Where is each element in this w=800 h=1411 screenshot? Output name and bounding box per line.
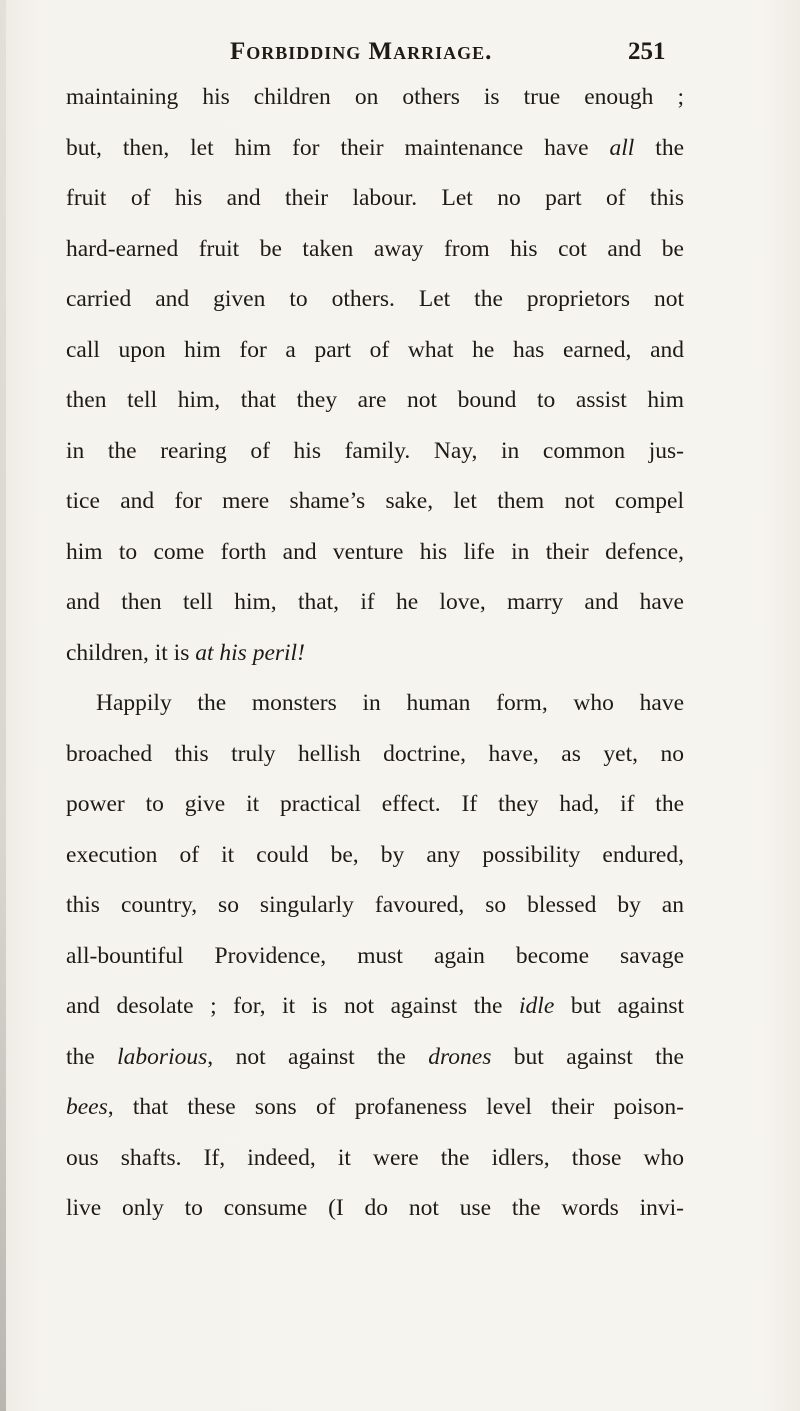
text-line <box>66 335 684 365</box>
text-segment: power to give it practical effect. If they had, if the <box>66 791 684 817</box>
text-line <box>66 133 684 163</box>
page-header <box>0 38 800 78</box>
text-segment: children, it is <box>66 639 196 666</box>
text-segment: in the rearing of his family. Nay, in common jus- <box>66 437 684 464</box>
text-segment: the <box>634 134 684 161</box>
text-segment: ous shafts. If, indeed, it were the idlers, those who <box>66 1144 684 1171</box>
page-edge-shadow <box>0 0 6 1411</box>
text-segment: broached this truly hellish doctrine, have, as yet, no <box>66 740 684 767</box>
text-line <box>66 890 684 920</box>
text-line <box>66 840 684 870</box>
text-line <box>66 436 684 466</box>
italic-text: drones <box>428 1043 492 1070</box>
text-segment: all-bountiful Providence, must again become savage <box>66 942 684 969</box>
italic-text: laborious <box>117 1043 208 1070</box>
text-segment: hard-earned fruit be taken away from his cot and be <box>66 235 684 262</box>
text-line <box>66 991 684 1021</box>
text-segment: and then tell him, that, if he love, marry and have <box>66 589 684 615</box>
italic-text: at his peril! <box>195 639 305 666</box>
text-line <box>96 688 684 718</box>
text-line <box>66 739 684 769</box>
text-segment: and desolate ; for, it is not against the <box>66 993 520 1019</box>
text-segment: him to come forth and venture his life in their defence, <box>66 538 684 565</box>
text-line <box>66 1193 684 1223</box>
italic-text: bees <box>66 1094 108 1120</box>
text-line <box>66 638 684 668</box>
text-line <box>66 234 684 264</box>
text-line <box>66 1143 684 1173</box>
text-segment: but against <box>554 993 685 1019</box>
text-line <box>66 587 684 617</box>
text-segment: live only to consume (I do not use the words invi- <box>66 1195 684 1221</box>
text-segment: this country, so singularly favoured, so blessed by an <box>66 892 684 918</box>
text-line <box>66 486 684 516</box>
text-segment: fruit of his and their labour. Let no part of this <box>66 185 684 211</box>
text-line <box>66 284 684 314</box>
text-line <box>66 1042 684 1072</box>
italic-text: all <box>609 134 635 161</box>
text-line <box>66 82 684 112</box>
text-line <box>66 789 684 819</box>
text-segment: execution of it could be, by any possibility endured, <box>66 841 684 868</box>
text-line <box>66 537 684 567</box>
text-segment: but, then, let him for their maintenance have <box>66 134 610 161</box>
text-segment: , that these sons of profaneness level their poison- <box>107 1094 684 1120</box>
text-line <box>66 1092 684 1122</box>
text-segment: Happily the monsters in human form, who have <box>96 690 684 716</box>
text-line <box>66 385 684 415</box>
text-segment: , not against the <box>207 1043 429 1070</box>
text-segment: the <box>66 1043 118 1070</box>
text-segment: tice and for mere shame’s sake, let them not compel <box>66 488 684 514</box>
italic-text: idle <box>519 993 555 1019</box>
text-segment: carried and given to others. Let the proprietors not <box>66 286 684 312</box>
text-line <box>66 183 684 213</box>
text-line <box>66 941 684 971</box>
page-number: 251 <box>628 38 666 65</box>
text-segment: call upon him for a part of what he has earned, and <box>66 336 684 363</box>
text-segment: but against the <box>491 1043 684 1070</box>
text-segment: then tell him, that they are not bound to assist him <box>66 387 684 413</box>
running-head: Forbidding Marriage. <box>230 38 493 65</box>
text-segment: maintaining his children on others is true enough ; <box>66 84 684 110</box>
